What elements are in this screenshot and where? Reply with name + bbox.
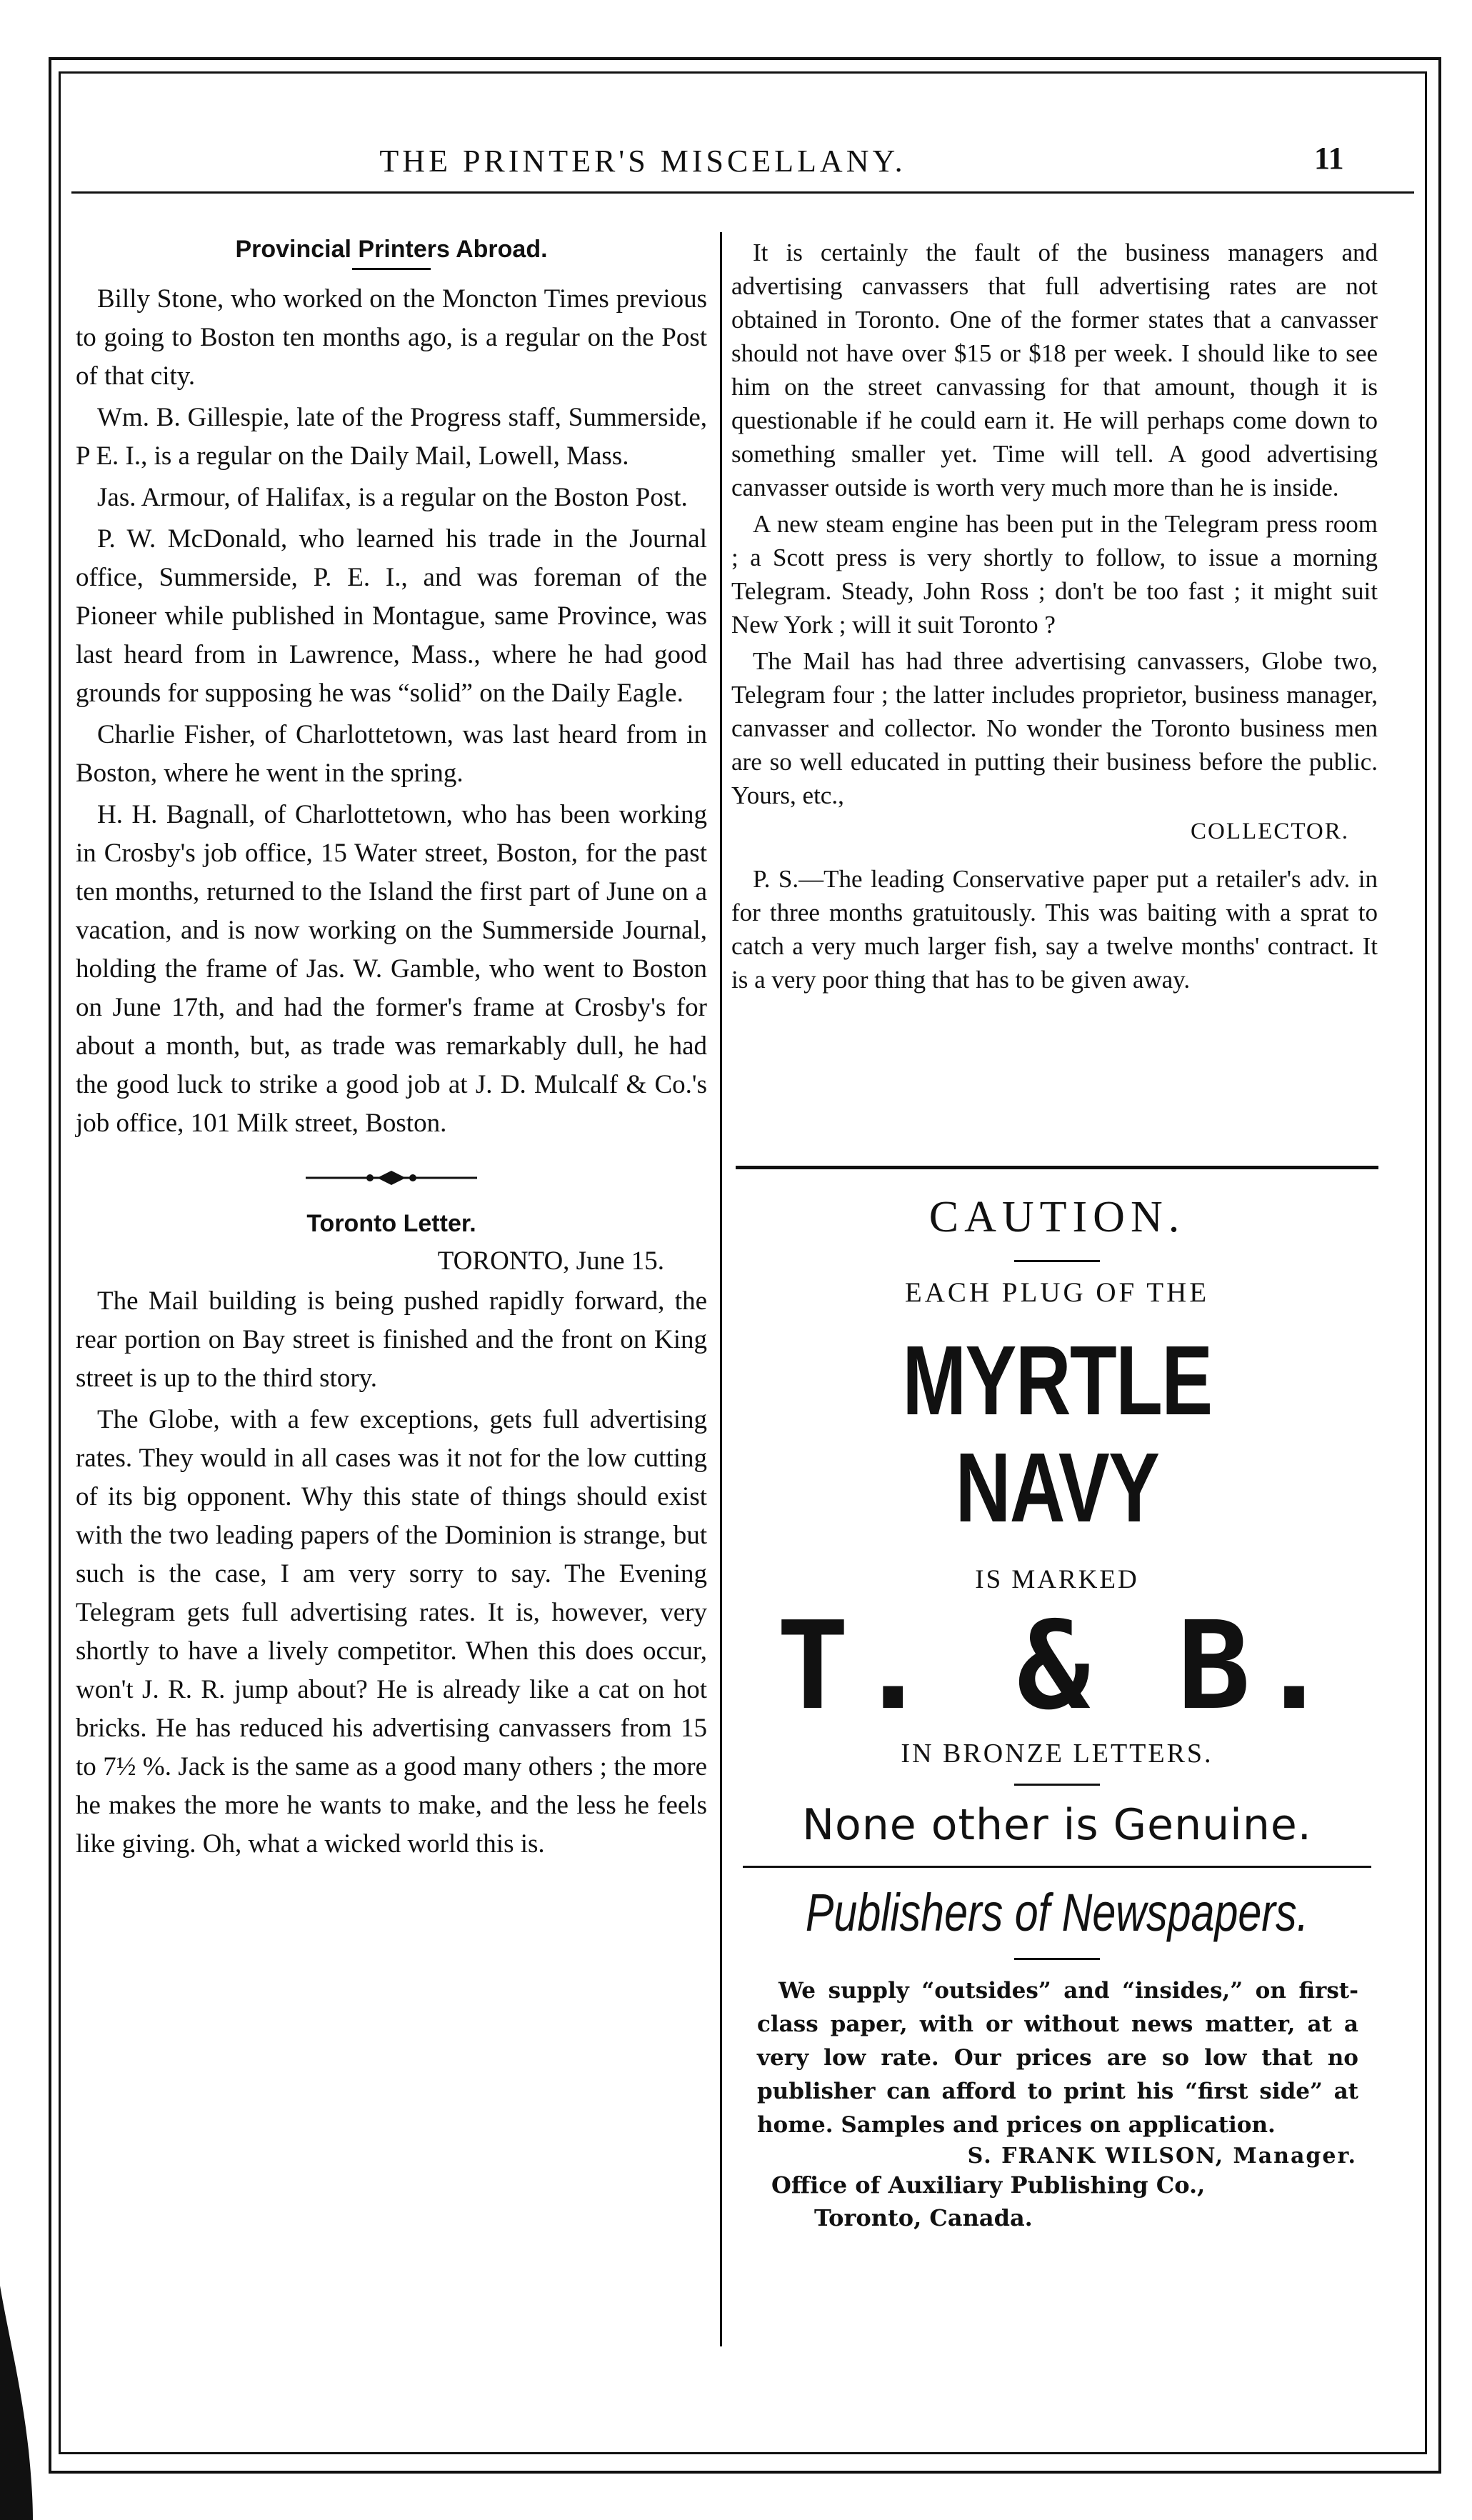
paragraph: A new steam engine has been put in the Telegram press room ; a Scott press is very shortly to follow, to issue a morning Telegram. Steady, John Ross ; don't be too fast ; it might suit New York ; will it suit Toronto ? <box>731 510 1378 639</box>
ad-city: Toronto, Canada. <box>814 2204 1033 2231</box>
ad-rule <box>1014 1260 1100 1262</box>
ad-office: Office of Auxiliary Publishing Co., <box>771 2171 1206 2199</box>
paragraph: Jas. Armour, of Halifax, is a regular on the Boston Post. <box>97 483 688 512</box>
ad-genuine: None other is Genuine. <box>802 1800 1312 1850</box>
ad-manager: S. FRANK WILSON, Manager. <box>967 2144 1357 2169</box>
left-column <box>76 236 707 1866</box>
ad-supply-text: We supply “outsides” and “insides,” on first-class paper, with or without news matter, at a very low rate. Our prices are so low that no publisher can afford to print his “first side” at home. Samples and prices on application. <box>757 1978 1358 2138</box>
section-heading-provincial: Provincial Printers Abroad. <box>235 236 548 263</box>
ad-bronze-letters: IN BRONZE LETTERS. <box>901 1739 1213 1769</box>
paragraph: Billy Stone, who worked on the Moncton Times previous to going to Boston ten months ago, is a regular on the Post of that city. <box>76 284 707 391</box>
section-heading-toronto: Toronto Letter. <box>306 1210 476 1237</box>
paragraph: The Mail building is being pushed rapidly forward, the rear portion on Bay street is finished and the front on King street is up to the third story. <box>76 1286 707 1393</box>
paragraph: The Mail has had three advertising canvassers, Globe two, Telegram four ; the latter includes proprietor, business manager, canvasser and collector. No wonder the Toronto business men are so well educated in putting their business before the public. Yours, etc., <box>731 647 1378 809</box>
column-divider <box>720 232 722 2346</box>
ad-publishers-heading: Publishers of Newspapers. <box>805 1883 1309 1942</box>
ad-rule <box>1014 1784 1100 1786</box>
page-number: 11 <box>1314 141 1344 176</box>
advertisement <box>736 1179 1378 2234</box>
paragraph: It is certainly the fault of the business managers and advertising canvassers that full advertising rates are not obtained in Toronto. One of the former states that a canvasser should not have over $15 or $18 per week. I should like to see him on the street canvassing for that amount, though it is questionable if he could earn it. He will perhaps come down to something smaller yet. Time will tell. A good advertising canvasser outside is worth very much more than he is inside. <box>731 239 1378 501</box>
running-head: THE PRINTER'S MISCELLANY. <box>379 144 906 179</box>
paragraph: P. W. McDonald, who learned his trade in the Journal office, Summerside, P. E. I., and was foreman of the Pioneer while published in Montague, same Province, was last heard from in Lawrence, Mass., where he had good grounds for supposing he was “solid” on the Daily Eagle. <box>76 524 707 708</box>
paragraph: The Globe, with a few exceptions, gets full advertising rates. They would in all cases was it not for the low cutting of its big opponent. Why this state of things should exist with the two leading papers of the Dominion is strange, but such is the case, I am very sorry to say. The Evening Telegram gets full advertising rates. It is, however, very shortly to have a lively competitor. When this does occur, won't J. R. R. jump about? He is already like a cat on hot bricks. He has reduced his advertising canvassers from 15 to 7½ %. Jack is the same as a good many others ; the more he makes the more he wants to make, and the less he feels like giving. Oh, what a wicked world this is. <box>76 1405 707 1859</box>
postscript: P. S.—The leading Conservative paper put a retailer's adv. in for three months gratuitously. This was baiting with a sprat to catch a very much larger fish, say a twelve months' contract. It is a very poor thing that has to be given away. <box>731 865 1378 994</box>
ad-rule <box>1014 1958 1100 1960</box>
ad-is-marked: IS MARKED <box>975 1565 1139 1594</box>
paragraph: Charlie Fisher, of Charlottetown, was last heard from in Boston, where he went in the spring. <box>76 720 707 788</box>
ad-brand-name: MYRTLE NAVY <box>902 1326 1212 1543</box>
right-column <box>731 236 1378 999</box>
heading-rule <box>352 268 431 270</box>
signature: COLLECTOR. <box>1191 819 1349 844</box>
ad-trademark: T. & B. <box>776 1596 1338 1737</box>
ad-rule-long <box>743 1866 1371 1868</box>
dateline: TORONTO, June 15. <box>437 1246 664 1276</box>
ornamental-divider <box>76 1167 707 1189</box>
ad-caution: CAUTION. <box>928 1193 1186 1241</box>
advertisement-top-rule <box>736 1166 1378 1169</box>
ad-each-plug: EACH PLUG OF THE <box>904 1277 1210 1308</box>
binding-edge <box>0 2286 33 2520</box>
paragraph: Wm. B. Gillespie, late of the Progress staff, Summerside, P E. I., is a regular on the Daily Mail, Lowell, Mass. <box>76 403 707 471</box>
paragraph: H. H. Bagnall, of Charlottetown, who has been working in Crosby's job office, 15 Water street, Boston, for the past ten months, returned to the Island the first part of June on a vacation, and is now working on the Summerside Journal, holding the frame of Jas. W. Gamble, who went to Boston on June 17th, and had the former's frame at Crosby's for about a month, but, as trade was remarkably dull, he had the good luck to strike a good job at J. D. Mulcalf & Co.'s job office, 101 Milk street, Boston. <box>76 800 707 1138</box>
header-rule <box>71 191 1414 194</box>
